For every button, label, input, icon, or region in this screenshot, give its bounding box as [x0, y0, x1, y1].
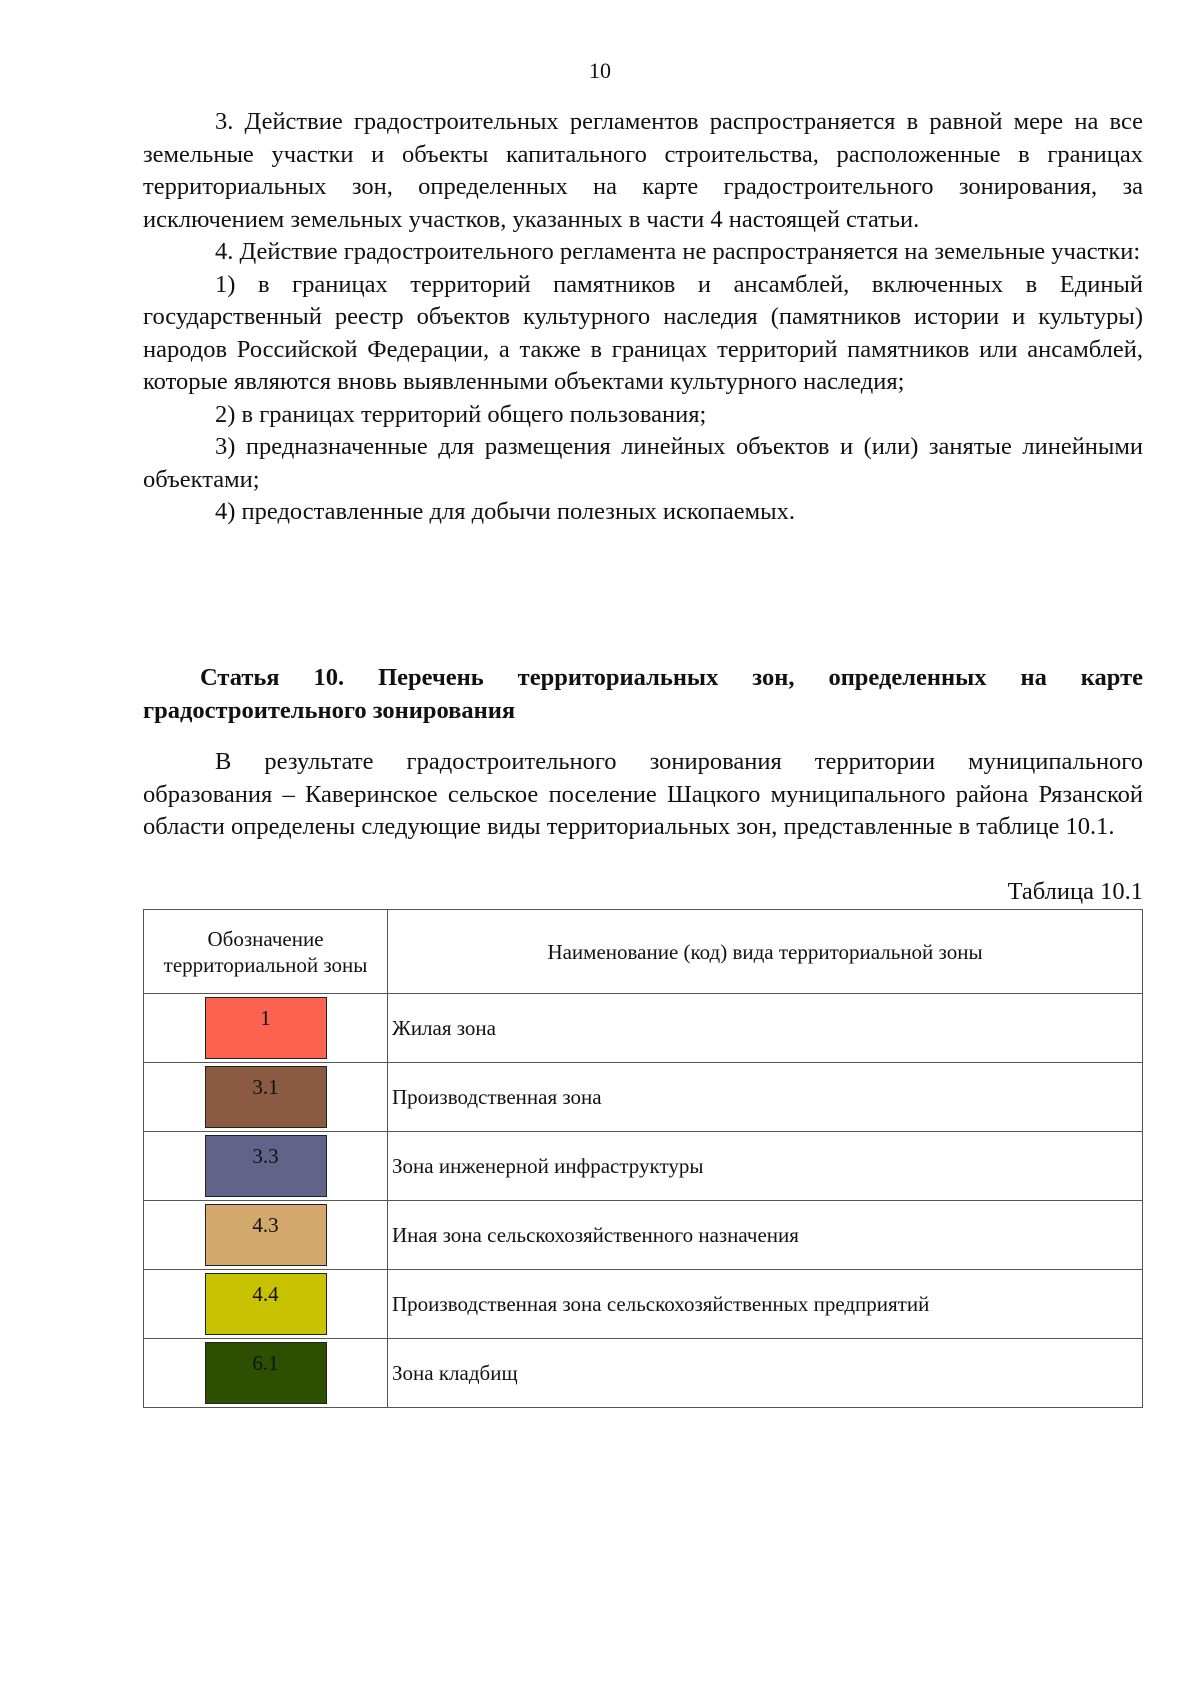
- zones-table: [143, 909, 1143, 1408]
- table-header-row: [144, 910, 1143, 994]
- body-text: [143, 106, 1143, 529]
- list-item-1: 1) в границах территорий памятников и ансамблей, включенных в Единый государственный реестр объектов культурного наследия (памятников истории и культуры) народов Российской Федерации, а также в границах территорий памятников или ансамблей, которые являются вновь выявленными объектами культурного наследия;: [143, 270, 1143, 395]
- zone-code-cell: [144, 1270, 388, 1339]
- zone-name-cell: Производственная зона сельскохозяйственных предприятий: [388, 1270, 1143, 1339]
- zone-color-swatch: 3.1: [205, 1066, 327, 1128]
- zone-color-swatch: 1: [205, 997, 327, 1059]
- zone-code-cell: [144, 994, 388, 1063]
- zone-name-cell: Зона инженерной инфраструктуры: [388, 1132, 1143, 1201]
- paragraph-3: 3. Действие градостроительных регламентов распространяется в равной мере на все земельные участки и объекты капитального строительства, расположенные в границах территориальных зон, определенных на карте градостроительного зонирования, за исключением земельных участков, указанных в части 4 настоящей статьи.: [143, 108, 1143, 233]
- zone-name-cell: Иная зона сельскохозяйственного назначения: [388, 1201, 1143, 1270]
- list-item-3: 3) предназначенные для размещения линейных объектов и (или) занятые линейными объектами;: [143, 433, 1143, 493]
- table-row: [144, 1201, 1143, 1270]
- zone-code-cell: [144, 1063, 388, 1132]
- article-heading: Статья 10. Перечень территориальных зон, определенных на карте градостроительного зонирования: [143, 664, 1143, 724]
- paragraph-4: 4. Действие градостроительного регламента не распространяется на земельные участки:: [215, 238, 1141, 265]
- zone-name-cell: Производственная зона: [388, 1063, 1143, 1132]
- zone-color-swatch: 6.1: [205, 1342, 327, 1404]
- page-number: 10: [589, 58, 611, 83]
- article-intro-block: [143, 746, 1143, 844]
- table-row: [144, 1339, 1143, 1408]
- article-intro: В результате градостроительного зонирования территории муниципального образования – Каверинское сельское поселение Шацкого муниципального района Рязанской области определены следующие виды территориальных зон, представленные в таблице 10.1.: [143, 748, 1143, 840]
- table-row: [144, 1063, 1143, 1132]
- table-row: [144, 1132, 1143, 1201]
- zone-name-cell: Зона кладбищ: [388, 1339, 1143, 1408]
- zone-code-cell: [144, 1132, 388, 1201]
- zone-color-swatch: 3.3: [205, 1135, 327, 1197]
- zone-color-swatch: 4.3: [205, 1204, 327, 1266]
- zone-code-cell: [144, 1339, 388, 1408]
- header-code: Обозначение территориальной зоны: [144, 910, 388, 994]
- table-row: [144, 994, 1143, 1063]
- list-item-4: 4) предоставленные для добычи полезных ископаемых.: [215, 498, 795, 525]
- zone-code-cell: [144, 1201, 388, 1270]
- zone-color-swatch: 4.4: [205, 1273, 327, 1335]
- list-item-2: 2) в границах территорий общего пользования;: [215, 400, 707, 428]
- header-name: Наименование (код) вида территориальной зоны: [388, 910, 1143, 994]
- zone-name-cell: Жилая зона: [388, 994, 1143, 1063]
- table-row: [144, 1270, 1143, 1339]
- table-caption: Таблица 10.1: [1007, 878, 1143, 905]
